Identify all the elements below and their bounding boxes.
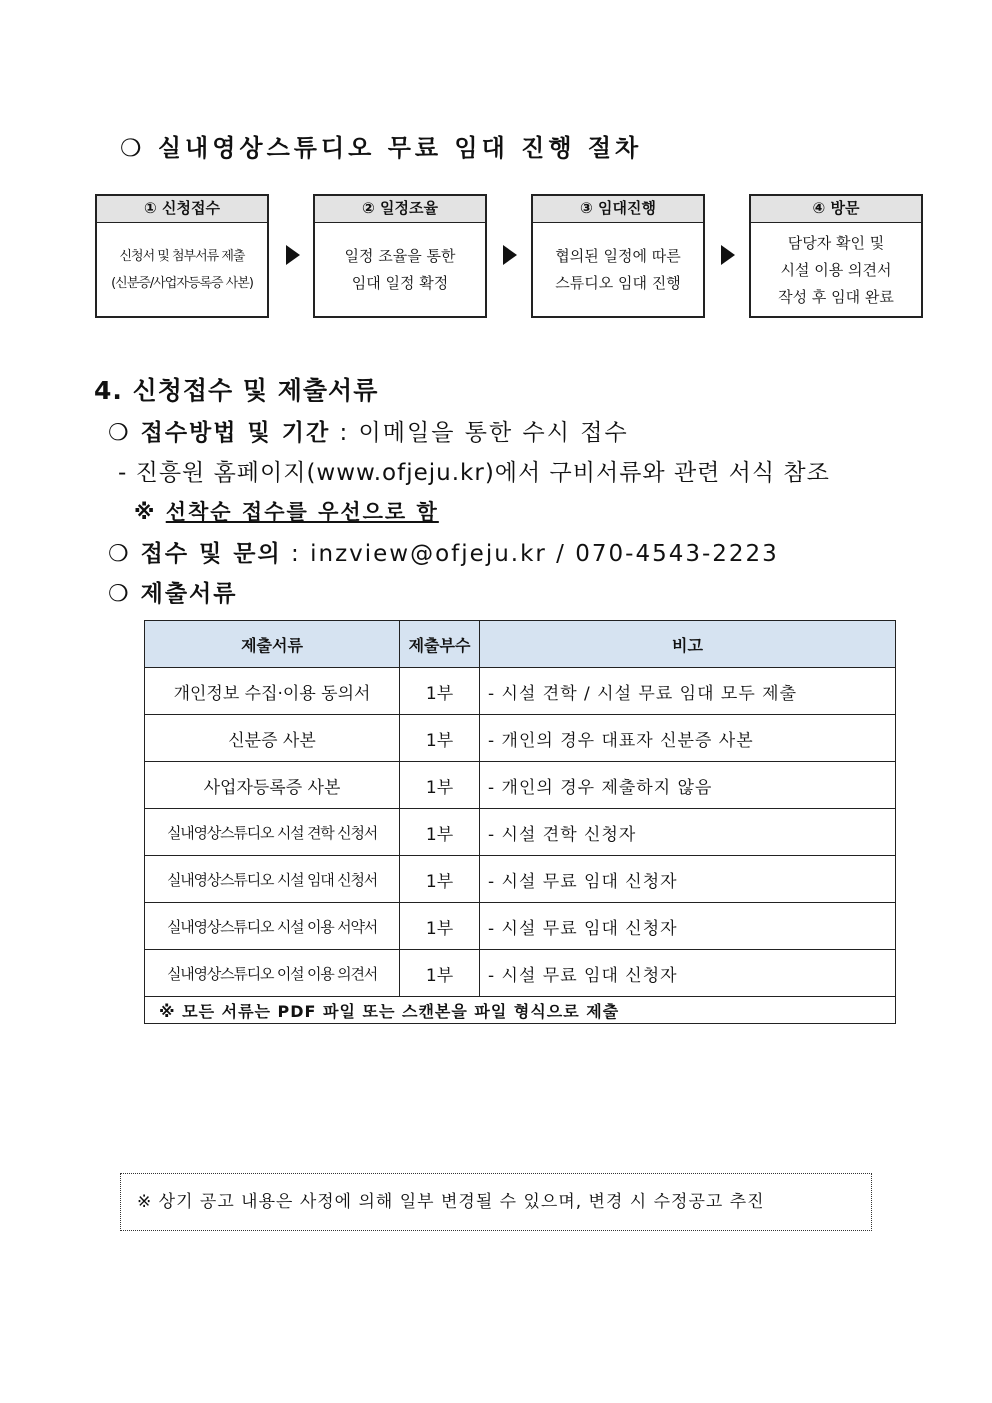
- step-3-line2: 스튜디오 임대 진행: [555, 274, 681, 292]
- doc-cell: 개인정보 수집·이용 동의서: [145, 668, 400, 715]
- step-4-line3: 작성 후 임대 완료: [778, 287, 894, 306]
- contact-value: : inzview@ofjeju.kr / 070-4543-2223: [291, 541, 779, 567]
- contact-label: ❍ 접수 및 문의: [108, 541, 282, 567]
- step-3-head: ③ 임대진행: [533, 196, 703, 223]
- note-cell: - 시설 무료 임대 신청자: [480, 856, 896, 903]
- step-1-line1: 신청서 및 첨부서류 제출: [119, 249, 245, 264]
- step-arrow-icon: [721, 245, 735, 265]
- step-2-head: ② 일정조율: [315, 196, 485, 223]
- count-cell: 1부: [400, 950, 480, 997]
- header-count: 제출부수: [400, 621, 480, 668]
- count-cell: 1부: [400, 903, 480, 950]
- step-2-body: [315, 223, 485, 317]
- table-row: [145, 715, 896, 762]
- table-row: [145, 950, 896, 997]
- method-label: ❍ 접수방법 및 기간: [108, 420, 331, 446]
- note-cell: - 개인의 경우 제출하지 않음: [480, 762, 896, 809]
- count-cell: 1부: [400, 668, 480, 715]
- priority-mark: ※: [134, 500, 157, 524]
- table-row: [145, 903, 896, 950]
- doc-cell: 실내영상스튜디오 시설 견학 신청서: [145, 809, 400, 856]
- table-footnote-row: [145, 997, 896, 1024]
- step-3-body: [533, 223, 703, 317]
- count-cell: 1부: [400, 856, 480, 903]
- doc-cell: 실내영상스튜디오 이설 이용 의견서: [145, 950, 400, 997]
- table-footnote: ※ 모든 서류는 PDF 파일 또는 스캔본을 파일 형식으로 제출: [145, 997, 896, 1024]
- section-heading: 4. 신청접수 및 제출서류: [94, 376, 379, 405]
- doc-cell: 사업자등록증 사본: [145, 762, 400, 809]
- priority-note: 선착순 접수를 우선으로 함: [165, 500, 439, 524]
- homepage-line: - 진흥원 홈페이지(www.ofjeju.kr)에서 구비서류와 관련 서식 참조: [118, 460, 830, 486]
- step-1-body: [97, 223, 267, 317]
- step-3-line1: 협의된 일정에 따른: [555, 247, 681, 265]
- step-3-box: [531, 194, 705, 318]
- step-arrow-icon: [503, 245, 517, 265]
- note-cell: - 시설 견학 / 시설 무료 임대 모두 제출: [480, 668, 896, 715]
- doc-cell: 실내영상스튜디오 시설 임대 신청서: [145, 856, 400, 903]
- count-cell: 1부: [400, 809, 480, 856]
- step-4-line1: 담당자 확인 및: [787, 233, 885, 252]
- step-2-box: [313, 194, 487, 318]
- doc-cell: 실내영상스튜디오 시설 이용 서약서: [145, 903, 400, 950]
- contact-line: [108, 535, 779, 568]
- step-1-head: ① 신청접수: [97, 196, 267, 223]
- note-cell: - 시설 무료 임대 신청자: [480, 950, 896, 997]
- step-1-line2: (신분증/사업자등록증 사본): [111, 276, 253, 291]
- note-cell: - 시설 무료 임대 신청자: [480, 903, 896, 950]
- step-4-body: [751, 223, 921, 317]
- step-1-box: [95, 194, 269, 318]
- count-cell: 1부: [400, 762, 480, 809]
- method-line: [108, 414, 629, 447]
- note-cell: - 개인의 경우 대표자 신분증 사본: [480, 715, 896, 762]
- priority-line: [134, 496, 439, 526]
- procedure-title: ❍ 실내영상스튜디오 무료 임대 진행 절차: [120, 134, 643, 162]
- documents-label: ❍ 제출서류: [108, 581, 238, 607]
- step-2-line2: 임대 일정 확정: [351, 274, 449, 292]
- documents-table: [144, 620, 896, 1024]
- notice-box: ※ 상기 공고 내용은 사정에 의해 일부 변경될 수 있으며, 변경 시 수정공고 추진: [120, 1173, 872, 1231]
- table-row: [145, 809, 896, 856]
- step-4-box: [749, 194, 923, 318]
- count-cell: 1부: [400, 715, 480, 762]
- doc-cell: 신분증 사본: [145, 715, 400, 762]
- method-value: : 이메일을 통한 수시 접수: [339, 420, 629, 446]
- table-row: [145, 668, 896, 715]
- step-arrow-icon: [286, 245, 300, 265]
- step-4-head: ④ 방문: [751, 196, 921, 223]
- header-documents: 제출서류: [145, 621, 400, 668]
- table-row: [145, 762, 896, 809]
- table-row: [145, 856, 896, 903]
- table-header-row: [145, 621, 896, 668]
- header-remarks: 비고: [480, 621, 896, 668]
- step-2-line1: 일정 조율을 통한: [344, 247, 456, 265]
- note-cell: - 시설 견학 신청자: [480, 809, 896, 856]
- step-4-line2: 시설 이용 의견서: [780, 260, 892, 279]
